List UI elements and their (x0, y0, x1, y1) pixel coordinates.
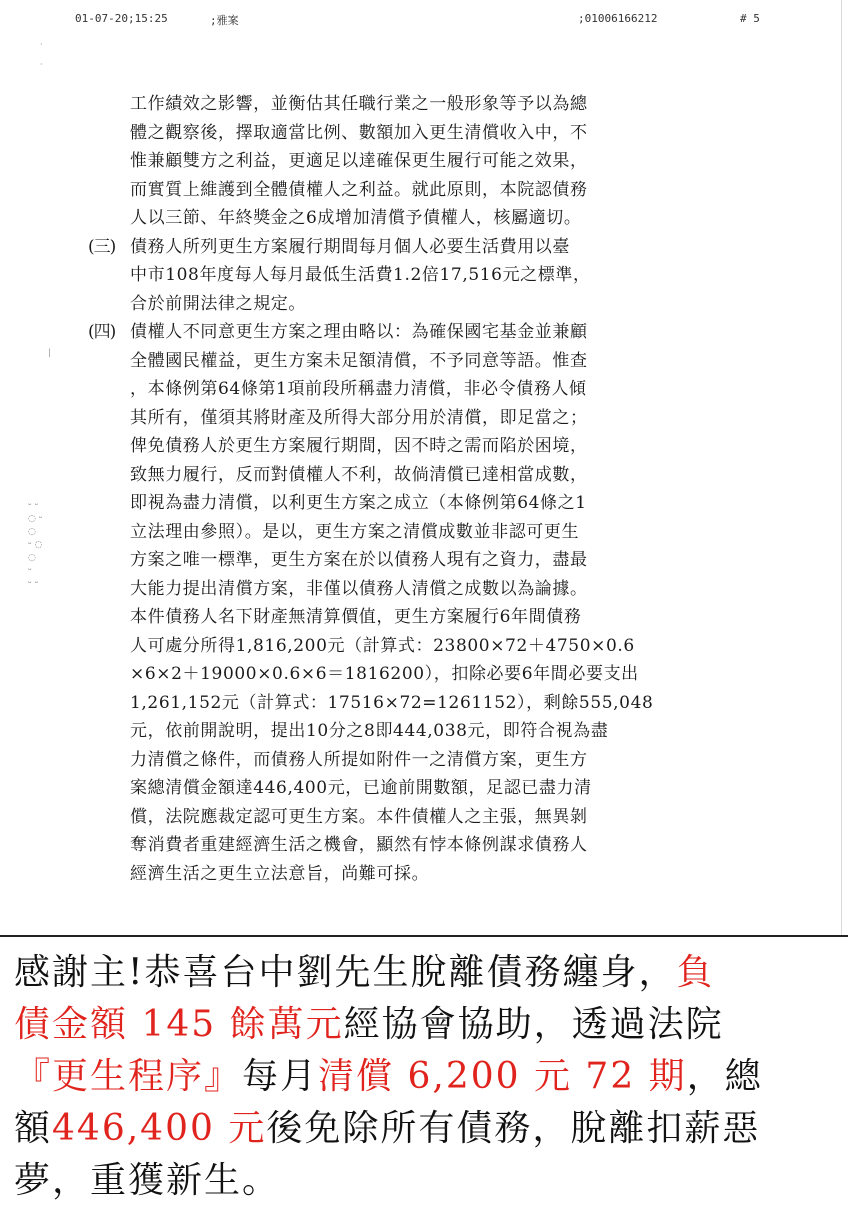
banner-line (14, 1103, 814, 1155)
text-line: 奪消費者重建經濟生活之機會，顯然有悖本條例謀求債務人 (130, 835, 588, 855)
text-line: 人以三節、年終獎金之6成增加清償予債權人，核屬適切。 (130, 208, 582, 228)
text-line: 方案之唯一標準，更生方案在於以債務人現有之資力，盡最 (130, 550, 588, 570)
judgment-text (88, 90, 728, 888)
paragraph-continuation (88, 90, 728, 233)
fax-dept: ;雅案 (210, 14, 239, 27)
fax-number: ;01006166212 (578, 12, 658, 25)
highlight-text: 負 (676, 952, 715, 993)
text-line: 即視為盡力清償，以利更生方案之成立（本條例第64條之1 (130, 493, 587, 513)
text-line: 中市108年度每人每月最低生活費1.2倍17,516元之標準， (130, 265, 591, 285)
text-line: ×6×2＋19000×0.6×6＝1816200），扣除必要6年間必要支出 (130, 664, 639, 684)
text-line: 立法理由參照）。是以，更生方案之清償成數並非認可更生 (130, 521, 580, 542)
testimonial-banner (0, 935, 848, 1202)
text-line: 致無力履行，反而對債權人不利，故倘清償已達相當成數， (130, 464, 588, 485)
scan-speck: · (40, 60, 43, 69)
fax-header (0, 8, 848, 28)
text-line: 其所有，僅須其將財產及所得大部分用於清償，即足當之； (130, 407, 588, 428)
banner-line (14, 999, 814, 1051)
banner-text-segment: 後免除所有債務，脫離扣薪惡 (266, 1108, 761, 1149)
banner-line (14, 1155, 814, 1207)
item-number: (三) (88, 236, 116, 257)
banner-text-segment: 每月 (242, 1056, 319, 1097)
text-line: 全體國民權益，更生方案未足額清償，不予同意等語。惟查 (130, 350, 588, 371)
text-line: 人可處分所得1,816,200元（計算式：23800×72＋4750×0.6 (130, 635, 635, 656)
banner-line (14, 947, 814, 999)
text-line: 經濟生活之更生立法意旨，尚難可採。 (130, 863, 430, 884)
item-three (88, 233, 728, 319)
banner-text-segment: ，總 (686, 1056, 763, 1097)
scan-speck: | (48, 348, 51, 357)
text-line: 元，依前開說明，提出10分之8即444,038元，即符合視為盡 (130, 721, 609, 741)
highlight-procedure: 『更生程序』 (14, 1056, 243, 1097)
text-line: 合於前開法律之規定。 (130, 293, 306, 314)
banner-text-segment: 感謝主!恭喜台中劉先生脫離債務纏身， (14, 952, 677, 993)
highlight-repayment: 清償 6,200 元 72 期 (318, 1056, 687, 1097)
banner-text-segment: 額 (14, 1108, 53, 1149)
banner-text-segment: 夢，重獲新生。 (14, 1160, 281, 1201)
text-line: 本件債務人名下財產無清算價值，更生方案履行6年間債務 (130, 607, 582, 627)
text-line: 而實質上維護到全體債權人之利益。就此原則，本院認債務 (130, 179, 588, 200)
text-line: 1,261,152元（計算式：17516×72=1261152），剩餘555,048 (130, 692, 654, 713)
text-line: 力清償之條件，而債務人所提如附件一之清償方案，更生方 (130, 749, 588, 770)
text-line: 大能力提出清償方案，非僅以債務人清償之成數以為論據。 (130, 578, 588, 599)
text-line: 惟兼顧雙方之利益，更適足以達確保更生履行可能之效果， (130, 151, 588, 171)
text-line: ，本條例第64條第1項前段所稱盡力清償，非必令債務人傾 (130, 379, 587, 399)
fax-page: # 5 (740, 12, 760, 25)
item-four (88, 318, 728, 888)
highlight-debt-amount: 債金額 145 餘萬元 (14, 1004, 344, 1045)
banner-text-segment: 經協會協助，透過法院 (343, 1004, 724, 1045)
text-line: 債權人不同意更生方案之理由略以：為確保國宅基金並兼顧 (130, 322, 588, 342)
text-line: 案總清償金額達446,400元，已逾前開數額，足認已盡力清 (130, 778, 592, 798)
highlight-total: 446,400 元 (52, 1108, 267, 1149)
text-line: 俾免債務人於更生方案履行期間，因不時之需而陷於困境， (130, 436, 588, 456)
fax-timestamp: 01-07-20;15:25 (75, 12, 168, 25)
binder-holes-mark: ᵕ ᵕ ◌ ᵕ ◌ ᵕ ◌ ◌ ᵕ ᵕ ᵕ (28, 501, 43, 589)
text-line: 工作績效之影響，並衡估其任職行業之一般形象等予以為總 (130, 94, 588, 114)
text-line: 體之觀察後，擇取適當比例、數額加入更生清償收入中，不 (130, 122, 588, 143)
text-line: 償，法院應裁定認可更生方案。本件債權人之主張，無異剝 (130, 806, 588, 827)
banner-line (14, 1051, 814, 1103)
item-number: (四) (88, 322, 116, 342)
testimonial-text (14, 947, 814, 1207)
scan-speck: · (40, 40, 43, 49)
text-line: 債務人所列更生方案履行期間每月個人必要生活費用以臺 (130, 236, 570, 257)
